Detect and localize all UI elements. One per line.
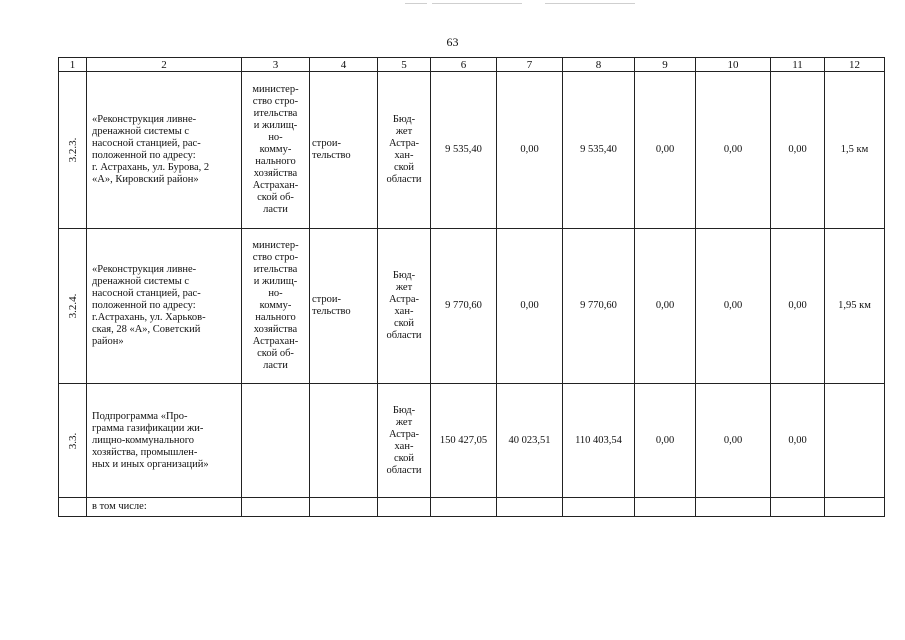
value-col-8: 9 770,60 — [563, 229, 635, 384]
value-col-11: 0,00 — [771, 229, 825, 384]
value-col-11 — [771, 498, 825, 517]
table-row — [59, 72, 885, 229]
result-indicator: 1,95 км — [825, 229, 885, 384]
value-col-9: 0,00 — [635, 384, 696, 498]
value-col-10: 0,00 — [696, 229, 771, 384]
column-number-row — [59, 58, 885, 72]
value-col-10: 0,00 — [696, 384, 771, 498]
row-number-cell — [59, 498, 87, 517]
value-col-9: 0,00 — [635, 229, 696, 384]
column-number: 2 — [87, 58, 242, 72]
value-col-6 — [431, 498, 497, 517]
value-col-7: 40 023,51 — [497, 384, 563, 498]
column-number: 3 — [242, 58, 310, 72]
executor — [242, 384, 310, 498]
value-col-7: 0,00 — [497, 229, 563, 384]
program-table — [58, 57, 885, 517]
funding-source: Бюд- жет Астра- хан- ской области — [378, 384, 431, 498]
executor — [242, 498, 310, 517]
row-number-cell — [59, 72, 87, 229]
value-col-11: 0,00 — [771, 384, 825, 498]
table-row — [59, 384, 885, 498]
row-number: 3.2.3. — [66, 137, 79, 163]
activity-kind: строи- тельство — [310, 72, 378, 229]
table-row — [59, 229, 885, 384]
funding-source: Бюд- жет Астра- хан- ской области — [378, 72, 431, 229]
result-indicator — [825, 384, 885, 498]
column-number: 8 — [563, 58, 635, 72]
column-number: 1 — [59, 58, 87, 72]
value-col-11: 0,00 — [771, 72, 825, 229]
row-number-cell — [59, 384, 87, 498]
activity-kind: строи- тельство — [310, 229, 378, 384]
activity-name: в том числе: — [87, 498, 242, 517]
value-col-7: 0,00 — [497, 72, 563, 229]
scan-artifact — [405, 3, 427, 4]
value-col-8 — [563, 498, 635, 517]
column-number: 4 — [310, 58, 378, 72]
value-col-6: 150 427,05 — [431, 384, 497, 498]
column-number: 12 — [825, 58, 885, 72]
activity-name: Подпрограмма «Про- грамма газификации жи- лищно-коммунального хозяйства, промышлен- ных и иных организаций» — [87, 384, 242, 498]
page-number: 63 — [446, 35, 459, 49]
value-col-9 — [635, 498, 696, 517]
activity-name: «Реконструкция ливне- дренажной системы с насосной станцией, рас- положенной по адресу: г.Астрахань, ул. Харьков- ская, 28 «А», Советский район» — [87, 229, 242, 384]
result-indicator — [825, 498, 885, 517]
activity-name: «Реконструкция ливне- дренажной системы с насосной станцией, рас- положенной по адресу: г. Астрахань, ул. Бурова, 2 «А», Кировский район» — [87, 72, 242, 229]
result-indicator: 1,5 км — [825, 72, 885, 229]
row-number: 3.2.4. — [66, 293, 79, 319]
column-number: 7 — [497, 58, 563, 72]
column-number: 10 — [696, 58, 771, 72]
funding-source: Бюд- жет Астра- хан- ской области — [378, 229, 431, 384]
value-col-8: 110 403,54 — [563, 384, 635, 498]
value-col-9: 0,00 — [635, 72, 696, 229]
row-number-cell — [59, 229, 87, 384]
value-col-8: 9 535,40 — [563, 72, 635, 229]
executor: министер- ство стро- ительства и жилищ- но- комму- нального хозяйства Астрахан- ской об- ласти — [242, 72, 310, 229]
value-col-6: 9 770,60 — [431, 229, 497, 384]
activity-kind — [310, 498, 378, 517]
row-number: 3.3. — [66, 432, 79, 449]
value-col-7 — [497, 498, 563, 517]
value-col-10: 0,00 — [696, 72, 771, 229]
table-row — [59, 498, 885, 517]
column-number: 6 — [431, 58, 497, 72]
funding-source — [378, 498, 431, 517]
value-col-6: 9 535,40 — [431, 72, 497, 229]
column-number: 11 — [771, 58, 825, 72]
scan-artifact — [432, 3, 522, 4]
activity-kind — [310, 384, 378, 498]
executor: министер- ство стро- ительства и жилищ- но- комму- нального хозяйства Астрахан- ской об- ласти — [242, 229, 310, 384]
value-col-10 — [696, 498, 771, 517]
scan-artifact — [545, 3, 635, 4]
column-number: 9 — [635, 58, 696, 72]
column-number: 5 — [378, 58, 431, 72]
